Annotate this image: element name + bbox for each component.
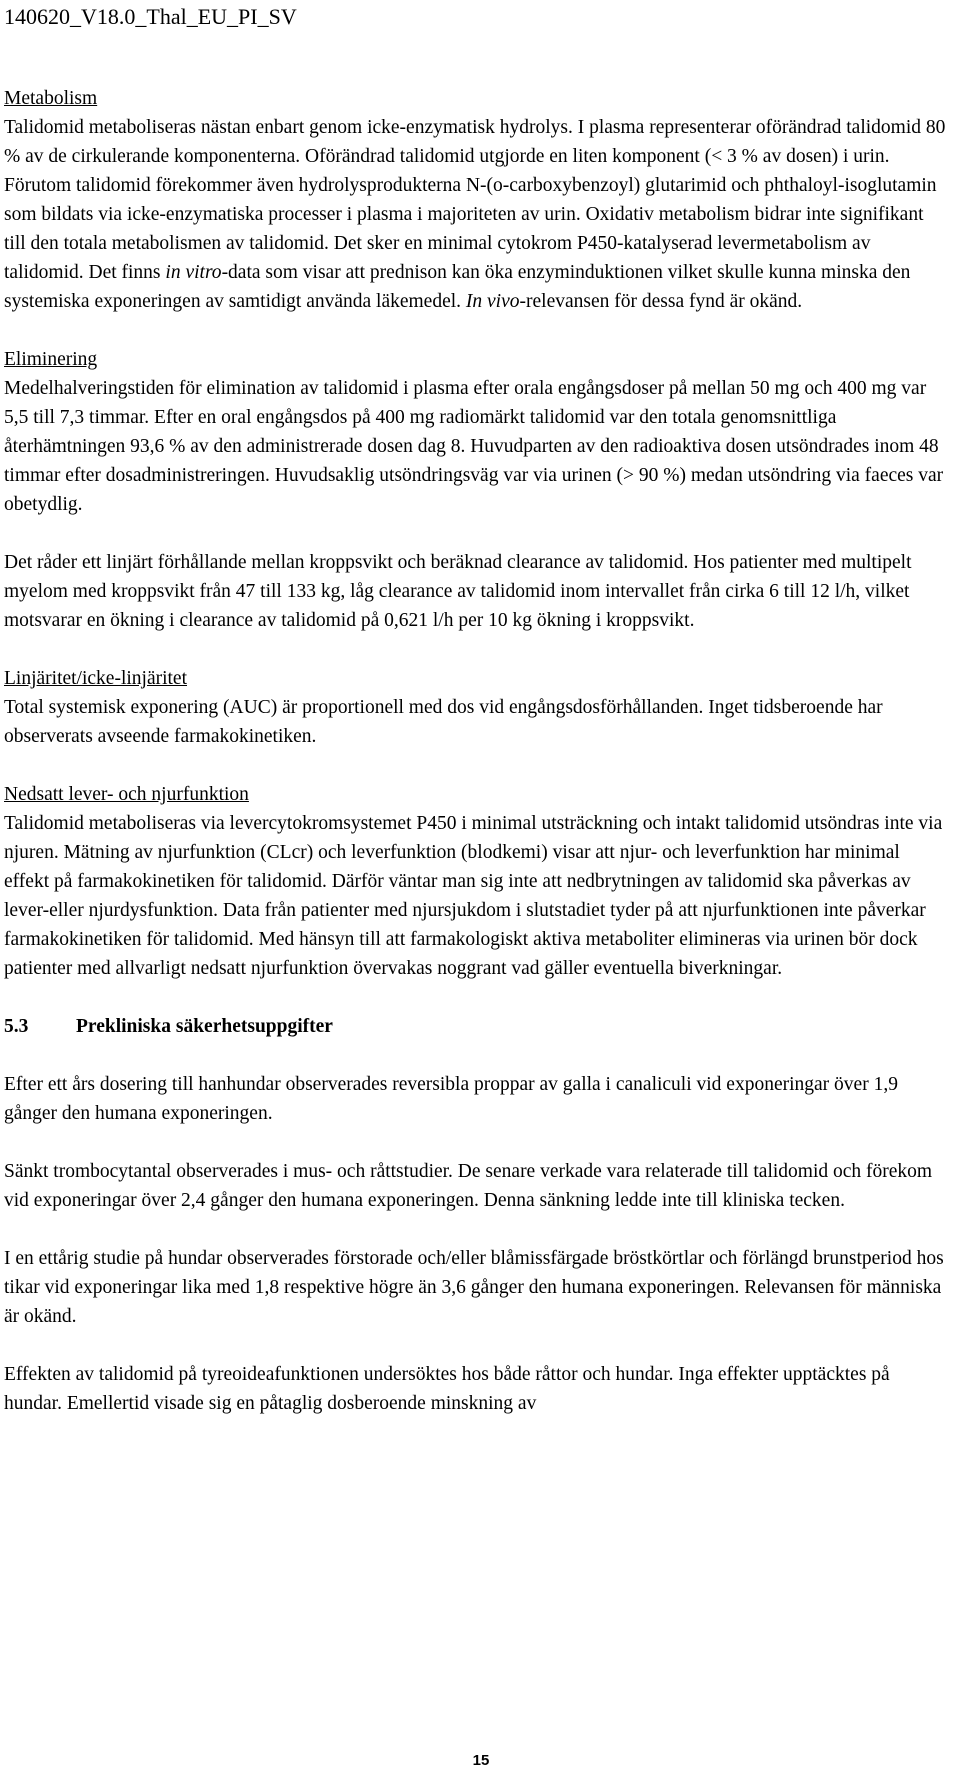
metabolism-paragraph (4, 113, 948, 316)
page-number-footer (0, 1752, 960, 1770)
spacer (4, 1215, 948, 1244)
impaired-function-paragraph: Talidomid metaboliseras via levercytokromsystemet P450 i minimal utsträckning och intakt talidomid utsöndras inte via njuren. Mätning av njurfunktion (CLcr) och leverfunktion (blodkemi) visar att njur- och leverfunktion har minimal effekt på farmakokinetiken för talidomid. Därför väntar man sig inte att nedbrytningen av talidomid ska påverkas av lever-eller njurdysfunktion. Data från patienter med njursjukdom i slutstadiet tyder på att njurfunktionen inte påverkar farmakokinetiken för talidomid. Med hänsyn till att farmakologiskt aktiva metaboliter elimineras via urinen bör dock patienter med allvarligt nedsatt njurfunktion övervakas noggrant vad gäller eventuella biverkningar. (4, 813, 943, 979)
preclinical-paragraph-1: Efter ett års dosering till hanhundar observerades reversibla proppar av galla i canaliculi vid exponeringar över 1,9 gånger den humana exponeringen. (4, 1074, 898, 1124)
in-vivo-term: In vivo (465, 291, 520, 312)
document-body (4, 84, 948, 1418)
metabolism-text-1: Talidomid metaboliseras nästan enbart genom icke-enzymatisk hydrolys. I plasma representerar oförändrad talidomid 80 % av de cirkulerande komponenterna. Oförändrad talidomid utgjorde en liten komponent (< 3 % av dosen) i urin. Förutom talidomid förekommer även hydrolysprodukterna N-(o-carboxybenzoyl) glutarimid och phthaloyl-isoglutamin som bildats via icke-enzymatiska processer i plasma i majoriteten av urin. Oxidativ metabolism bidrar inte signifikant till den totala metabolismen av talidomid. Det sker en minimal cytokrom P450-katalyserad levermetabolism av talidomid. Det finns (4, 117, 946, 283)
spacer (4, 635, 948, 664)
preclinical-paragraph-2: Sänkt trombocytantal observerades i mus- och råttstudier. De senare verkade vara relaterade till talidomid och förekom vid exponeringar över 2,4 gånger den humana exponeringen. Denna sänkning ledde inte till kliniska tecken. (4, 1161, 933, 1211)
spacer (4, 1041, 948, 1070)
spacer (4, 316, 948, 345)
linearity-paragraph: Total systemisk exponering (AUC) är proportionell med dos vid engångsdosförhållanden. Inget tidsberoende har observerats avseende farmakokinetiken. (4, 697, 883, 747)
metabolism-text-3: -relevansen för dessa fynd är okänd. (519, 291, 803, 312)
spacer (4, 983, 948, 1012)
impaired-function-heading: Nedsatt lever- och njurfunktion (4, 784, 249, 805)
preclinical-paragraph-4: Effekten av talidomid på tyreoideafunktionen undersöktes hos både råttor och hundar. Inga effekter upptäcktes på hundar. Emellertid visade sig en påtaglig dosberoende minskning av (4, 1364, 890, 1414)
section-number: 5.3 (4, 1016, 29, 1037)
elimination-paragraph-1: Medelhalveringstiden för elimination av talidomid i plasma efter orala engångsdoser på mellan 50 mg och 400 mg var 5,5 till 7,3 timmar. Efter en oral engångsdos på 400 mg radiomärkt talidomid var den totala genomsnittliga återhämtningen 93,6 % av den administrerade dosen dag 8. Huvudparten av den radioaktiva dosen utsöndrades inom 48 timmar efter dosadministreringen. Huvudsaklig utsöndringsväg var via urinen (> 90 %) medan utsöndring via faeces var obetydlig. (4, 378, 944, 515)
in-vitro-term: in vitro (165, 262, 222, 283)
spacer (4, 1331, 948, 1360)
metabolism-text-2: -data som visar att prednison kan öka enzyminduktionen vilket skulle kunna minska den systemiska exponeringen av samtidigt använda läkemedel. (4, 262, 911, 312)
linearity-heading: Linjäritet/icke-linjäritet (4, 668, 188, 689)
spacer (4, 751, 948, 780)
preclinical-paragraph-3: I en ettårig studie på hundar observerades förstorade och/eller blåmissfärgade bröstkörtlar och förlängd brunstperiod hos tikar vid exponeringar lika med 1,8 respektive högre än 3,6 gånger den humana exponeringen. Relevansen för människa är okänd. (4, 1248, 944, 1327)
spacer (4, 519, 948, 548)
elimination-heading: Eliminering (4, 349, 98, 370)
metabolism-heading: Metabolism (4, 88, 98, 109)
elimination-paragraph-2: Det råder ett linjärt förhållande mellan kroppsvikt och beräknad clearance av talidomid. Hos patienter med multipelt myelom med kroppsvikt från 47 till 133 kg, låg clearance av talidomid inom intervallet från cirka 6 till 12 l/h, vilket motsvarar en ökning i clearance av talidomid på 0,621 l/h per 10 kg ökning i kroppsvikt. (4, 552, 912, 631)
page-number: 15 (472, 1752, 490, 1769)
section-title (4, 1012, 948, 1041)
spacer (4, 1128, 948, 1157)
document-id-header: 140620_V18.0_Thal_EU_PI_SV (4, 4, 297, 29)
section-title-text: Prekliniska säkerhetsuppgifter (76, 1016, 333, 1037)
